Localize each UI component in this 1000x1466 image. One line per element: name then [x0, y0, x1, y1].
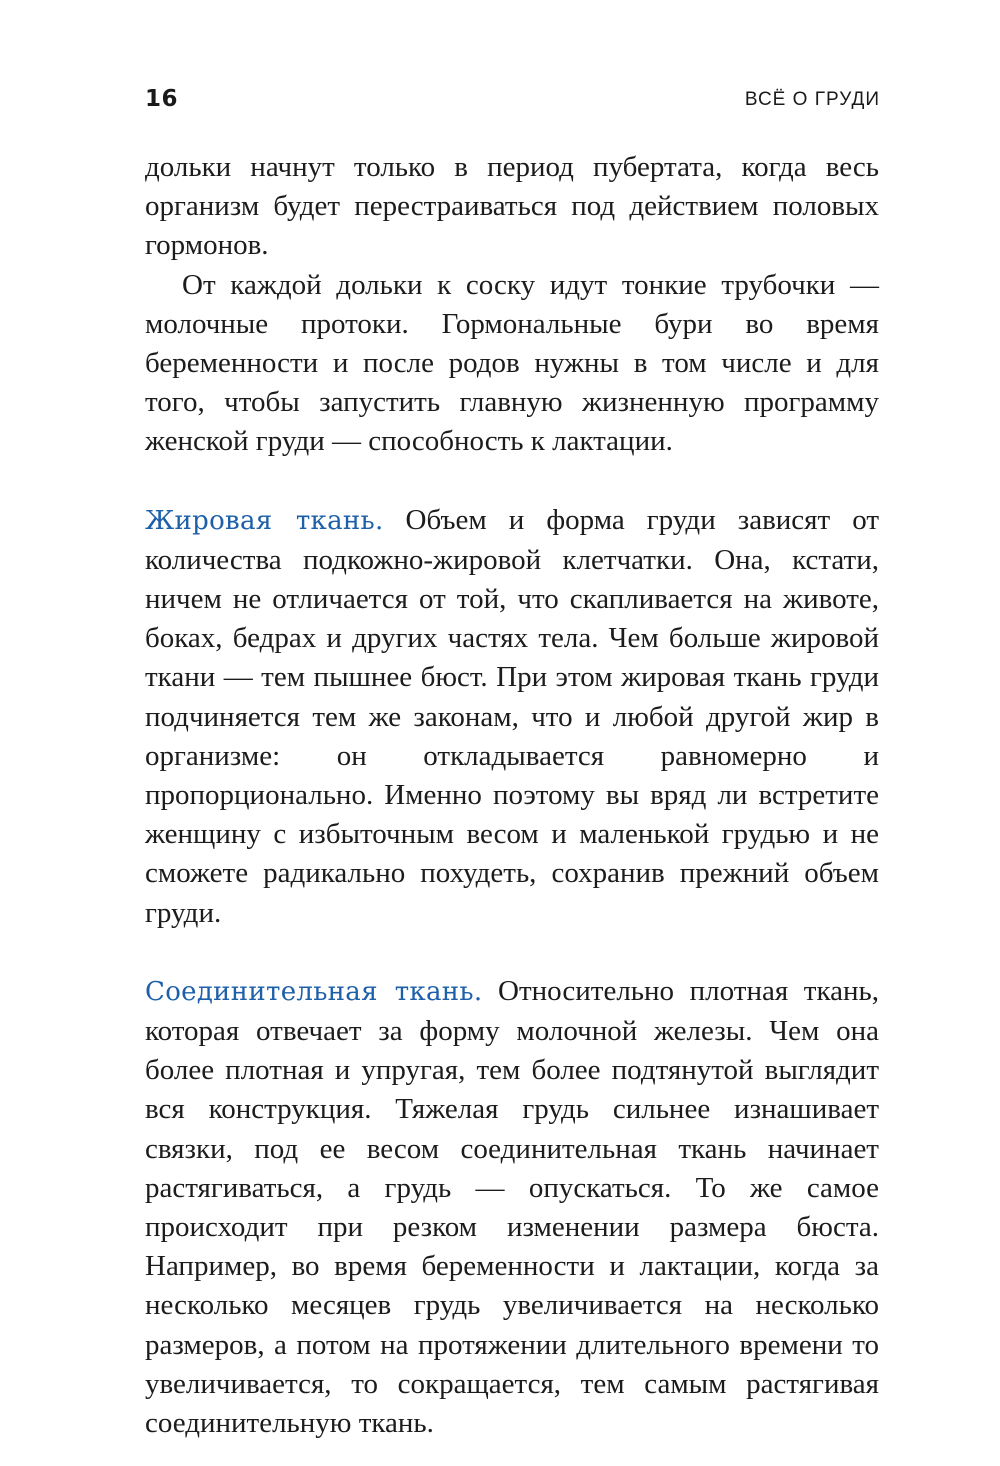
page-header: [145, 86, 880, 122]
paragraph-ducts: От каждой дольки к соску идут тонкие трубочки — молочные протоки. Гормональные бури во время беременности и после родов нужны в том числе и для того, чтобы запустить главную жизненную программу женской груди — способность к лактации.: [145, 268, 879, 458]
page-number: 16: [145, 86, 179, 112]
term-fat-tissue: Жировая ткань.: [145, 505, 384, 536]
paragraph-connective-tissue: [145, 972, 879, 1443]
paragraph-fat-tissue: [145, 501, 879, 933]
body-text: [145, 148, 879, 1443]
connective-tissue-text: Относительно плотная ткань, которая отвечает за форму молочной железы. Чем она более плотная и упругая, тем более подтянутой выглядит вся конструкция. Тяжелая грудь сильнее изнашивает связки, под ее весом соединительная ткань начинает растягиваться, а грудь — опускаться. То же самое происходит при резком изменении размера бюста. Например, во время беременности и лактации, когда за несколько месяцев грудь увеличивается на несколько размеров, а потом на протяжении длительного времени то увеличивается, то сокращается, тем самым растягивая соединительную ткань.: [145, 974, 879, 1440]
running-head: ВСЁ О ГРУДИ: [744, 89, 880, 110]
fat-tissue-text: Объем и форма груди зависят от количества подкожно-жировой клетчатки. Она, кстати, ничем не отличается от той, что скапливается на животе, боках, бедрах и других частях тела. Чем больше жировой ткани — тем пышнее бюст. При этом жировая ткань груди подчиняется тем же законам, что и любой другой жир в организме: он откладывается равномерно и пропорционально. Именно поэтому вы вряд ли встретите женщину с избыточным весом и маленькой грудью и не сможете радикально похудеть, сохранив прежний объем груди.: [145, 503, 879, 929]
paragraph-continuation: дольки начнут только в период пубертата, когда весь организм будет перестраиваться под действием половых гормонов.: [145, 151, 879, 262]
term-connective-tissue: Соединительная ткань.: [145, 976, 483, 1007]
